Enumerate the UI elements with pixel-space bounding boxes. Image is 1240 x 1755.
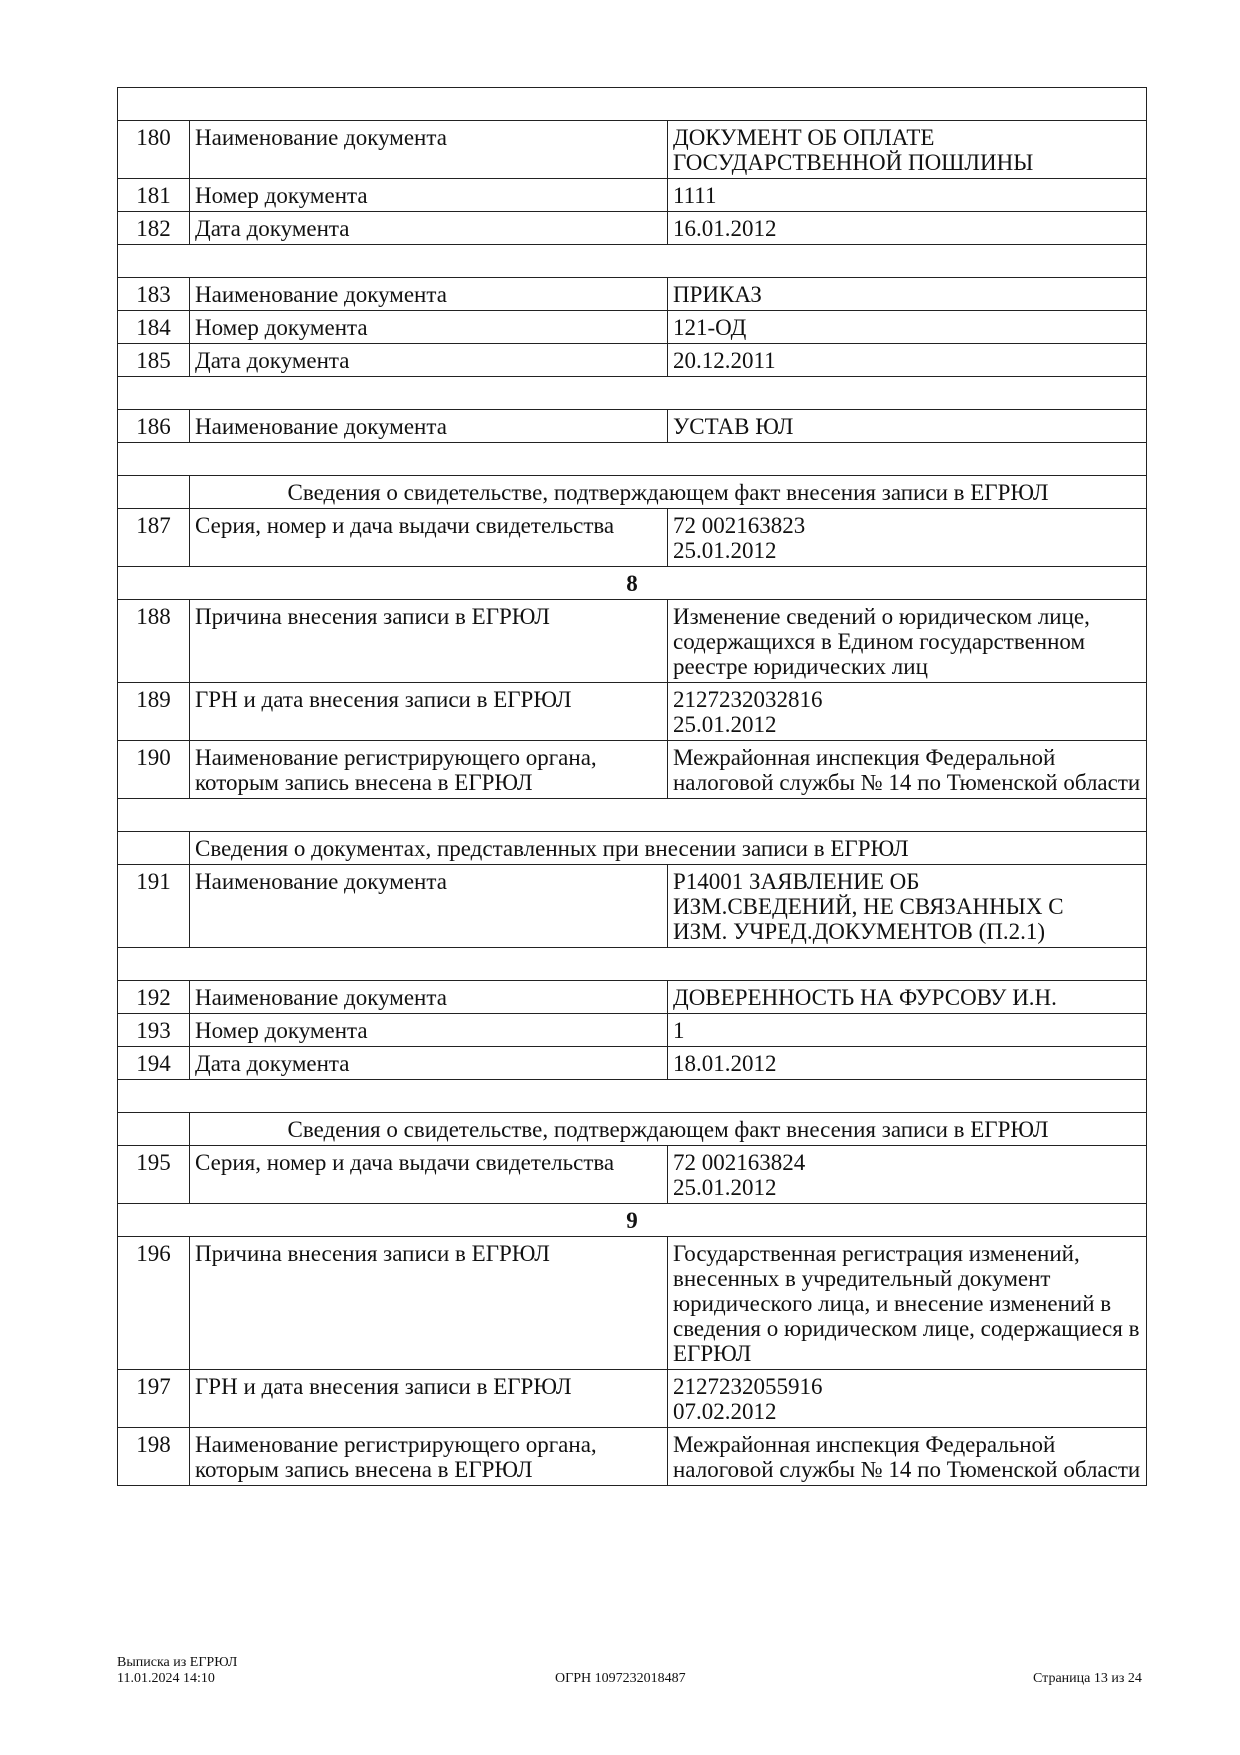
empty-cell: [118, 799, 1147, 832]
footer-page-number: Страница 13 из 24: [1033, 1671, 1142, 1686]
table-row: [118, 344, 1147, 377]
row-value: 2127232055916 07.02.2012: [668, 1370, 1147, 1428]
empty-separator-row: [118, 948, 1147, 981]
row-label: Причина внесения записи в ЕГРЮЛ: [190, 600, 668, 683]
row-number: 193: [118, 1014, 190, 1047]
empty-separator-row: [118, 1080, 1147, 1113]
table-row: [118, 410, 1147, 443]
table-row: [118, 1237, 1147, 1370]
row-label: Наименование документа: [190, 121, 668, 179]
row-number: 189: [118, 683, 190, 741]
empty-separator-row: [118, 377, 1147, 410]
empty-cell: [118, 88, 1147, 121]
row-label: Наименование документа: [190, 410, 668, 443]
empty-separator-row: [118, 245, 1147, 278]
subsection-heading-row: [118, 832, 1147, 865]
table-row: [118, 865, 1147, 948]
row-number: 195: [118, 1146, 190, 1204]
row-value: 72 002163823 25.01.2012: [668, 509, 1147, 567]
row-number: 198: [118, 1428, 190, 1486]
row-label: Наименование регистрирующего органа, которым запись внесена в ЕГРЮЛ: [190, 741, 668, 799]
row-number: 188: [118, 600, 190, 683]
section-number-row: [118, 1204, 1147, 1237]
row-number: 187: [118, 509, 190, 567]
row-number: 191: [118, 865, 190, 948]
empty-cell: [118, 245, 1147, 278]
table-row: [118, 311, 1147, 344]
row-number: 182: [118, 212, 190, 245]
empty-cell: [118, 948, 1147, 981]
egrul-extract-table: [117, 87, 1147, 1486]
empty-cell: [118, 443, 1147, 476]
row-label: Номер документа: [190, 179, 668, 212]
row-value: Межрайонная инспекция Федеральной налоговой службы № 14 по Тюменской области: [668, 1428, 1147, 1486]
row-label: Причина внесения записи в ЕГРЮЛ: [190, 1237, 668, 1370]
row-label: Наименование документа: [190, 981, 668, 1014]
row-number: 192: [118, 981, 190, 1014]
row-value: ПРИКАЗ: [668, 278, 1147, 311]
subsection-heading-row: [118, 476, 1147, 509]
row-label: ГРН и дата внесения записи в ЕГРЮЛ: [190, 683, 668, 741]
row-label: Наименование документа: [190, 278, 668, 311]
row-value: Межрайонная инспекция Федеральной налоговой службы № 14 по Тюменской области: [668, 741, 1147, 799]
row-value: 16.01.2012: [668, 212, 1147, 245]
table-row: [118, 683, 1147, 741]
empty-separator-row: [118, 443, 1147, 476]
table-row: [118, 741, 1147, 799]
table-row: [118, 1047, 1147, 1080]
row-label: Дата документа: [190, 1047, 668, 1080]
empty-separator-row: [118, 799, 1147, 832]
section-number: 9: [118, 1204, 1147, 1237]
table-row: [118, 1370, 1147, 1428]
row-label: Дата документа: [190, 212, 668, 245]
row-label: Серия, номер и дача выдачи свидетельства: [190, 509, 668, 567]
subsection-heading: Сведения о документах, представленных при внесении записи в ЕГРЮЛ: [190, 832, 1147, 865]
row-value: 1: [668, 1014, 1147, 1047]
row-value: Государственная регистрация изменений, внесенных в учредительный документ юридического лица, и внесение изменений в сведения о юридическом лице, содержащиеся в ЕГРЮЛ: [668, 1237, 1147, 1370]
heading-num-cell: [118, 1113, 190, 1146]
row-label: Серия, номер и дача выдачи свидетельства: [190, 1146, 668, 1204]
empty-cell: [118, 1080, 1147, 1113]
row-label: Номер документа: [190, 311, 668, 344]
table-row: [118, 600, 1147, 683]
row-number: 186: [118, 410, 190, 443]
table-row: [118, 1014, 1147, 1047]
row-number: 180: [118, 121, 190, 179]
subsection-heading: Сведения о свидетельстве, подтверждающем факт внесения записи в ЕГРЮЛ: [190, 1113, 1147, 1146]
row-value: 2127232032816 25.01.2012: [668, 683, 1147, 741]
row-value: 18.01.2012: [668, 1047, 1147, 1080]
row-number: 196: [118, 1237, 190, 1370]
row-value: 20.12.2011: [668, 344, 1147, 377]
row-number: 194: [118, 1047, 190, 1080]
empty-separator-row: [118, 88, 1147, 121]
row-number: 184: [118, 311, 190, 344]
row-number: 197: [118, 1370, 190, 1428]
row-number: 181: [118, 179, 190, 212]
row-value: Изменение сведений о юридическом лице, содержащихся в Едином государственном реестре юридических лиц: [668, 600, 1147, 683]
row-label: ГРН и дата внесения записи в ЕГРЮЛ: [190, 1370, 668, 1428]
row-number: 185: [118, 344, 190, 377]
row-value: 72 002163824 25.01.2012: [668, 1146, 1147, 1204]
row-number: 190: [118, 741, 190, 799]
row-value: ДОКУМЕНТ ОБ ОПЛАТЕ ГОСУДАРСТВЕННОЙ ПОШЛИНЫ: [668, 121, 1147, 179]
row-label: Наименование регистрирующего органа, которым запись внесена в ЕГРЮЛ: [190, 1428, 668, 1486]
egrul-table-body: [118, 88, 1147, 1486]
row-value: ДОВЕРЕННОСТЬ НА ФУРСОВУ И.Н.: [668, 981, 1147, 1014]
row-value: Р14001 ЗАЯВЛЕНИЕ ОБ ИЗМ.СВЕДЕНИЙ, НЕ СВЯЗАННЫХ С ИЗМ. УЧРЕД.ДОКУМЕНТОВ (П.2.1): [668, 865, 1147, 948]
table-row: [118, 179, 1147, 212]
row-value: 121-ОД: [668, 311, 1147, 344]
table-row: [118, 1146, 1147, 1204]
row-label: Дата документа: [190, 344, 668, 377]
row-number: 183: [118, 278, 190, 311]
footer-datetime: 11.01.2024 14:10: [117, 1671, 215, 1686]
footer-left: [117, 1655, 237, 1687]
row-value: УСТАВ ЮЛ: [668, 410, 1147, 443]
section-number: 8: [118, 567, 1147, 600]
row-label: Наименование документа: [190, 865, 668, 948]
footer-ogrn: ОГРН 1097232018487: [555, 1671, 686, 1686]
subsection-heading: Сведения о свидетельстве, подтверждающем факт внесения записи в ЕГРЮЛ: [190, 476, 1147, 509]
table-row: [118, 509, 1147, 567]
section-number-row: [118, 567, 1147, 600]
heading-num-cell: [118, 476, 190, 509]
table-row: [118, 121, 1147, 179]
footer-doc-title: Выписка из ЕГРЮЛ: [117, 1655, 238, 1670]
heading-num-cell: [118, 832, 190, 865]
table-row: [118, 981, 1147, 1014]
table-row: [118, 278, 1147, 311]
table-row: [118, 1428, 1147, 1486]
subsection-heading-row: [118, 1113, 1147, 1146]
row-label: Номер документа: [190, 1014, 668, 1047]
empty-cell: [118, 377, 1147, 410]
row-value: 1111: [668, 179, 1147, 212]
table-row: [118, 212, 1147, 245]
